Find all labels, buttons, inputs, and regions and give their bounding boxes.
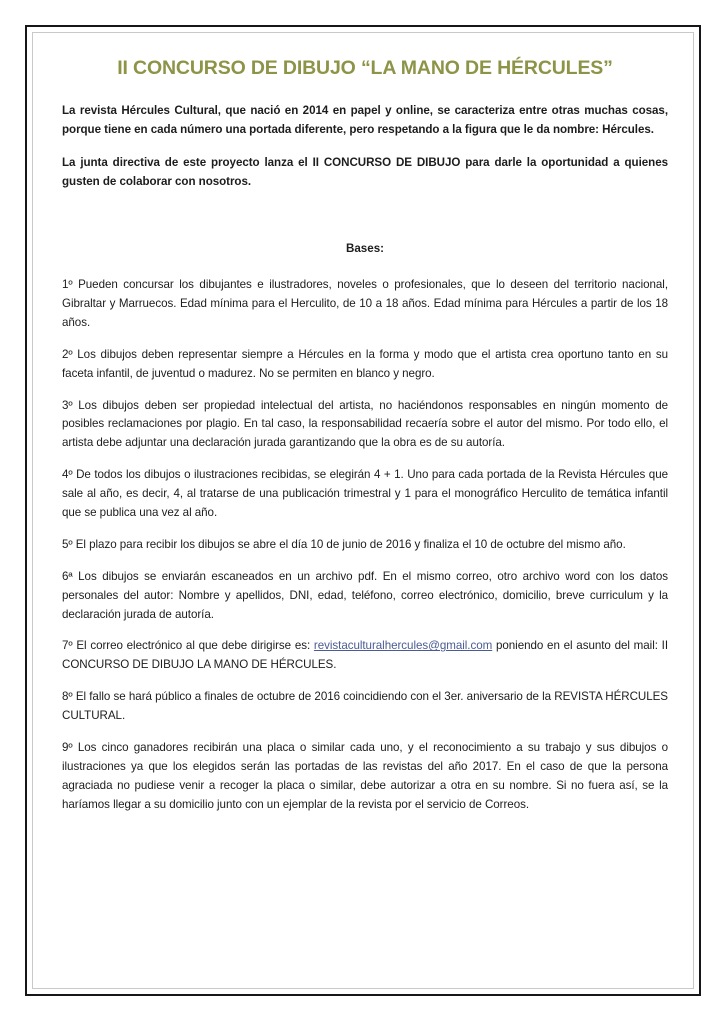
intro-paragraph-2: La junta directiva de este proyecto lanza el II CONCURSO DE DIBUJO para darle la oportunidad a quienes gusten de colaborar con nosotros. <box>62 155 668 188</box>
page-title: II CONCURSO DE DIBUJO “LA MANO DE HÉRCULES” <box>117 57 613 79</box>
clause-2: 2º Los dibujos deben representar siempre a Hércules en la forma y modo que el artista crea oportuno tanto en su faceta infantil, de juventud o madurez. No se permiten en blanco y negro. <box>62 347 668 380</box>
clause-8: 8º El fallo se hará público a finales de octubre de 2016 coincidiendo con el 3er. aniversario de la REVISTA HÉRCULES CULTURAL. <box>62 690 668 723</box>
clause-4: 4º De todos los dibujos o ilustraciones recibidas, se elegirán 4 + 1. Uno para cada portada de la Revista Hércules que sale al año, es decir, 4, al tratarse de una publicación trimestral y 1 para el monográfico Herculito de temática infantil que se publica una vez al año. <box>62 468 668 519</box>
clause-7-suffix: poniendo en el asunto del mail: II CONCURSO DE DIBUJO LA MANO DE HÉRCULES. <box>62 639 668 672</box>
intro-paragraph-1: La revista Hércules Cultural, que nació en 2014 en papel y online, se caracteriza entre otras muchas cosas, porque tiene en cada número una portada diferente, pero respetando a la figura que le da nombre: Hércules. <box>62 104 668 137</box>
clause-1: 1º Pueden concursar los dibujantes e ilustradores, noveles o profesionales, que lo deseen del territorio nacional, Gibraltar y Marruecos. Edad mínima para el Herculito, de 10 a 18 años. Edad mínima para Hércules a partir de los 18 años. <box>62 278 668 329</box>
bases-heading: Bases: <box>345 241 385 255</box>
email-link[interactable]: revistaculturalhercules@gmail.com <box>313 639 493 653</box>
clause-5: 5º El plazo para recibir los dibujos se abre el día 10 de junio de 2016 y finaliza el 10 de octubre del mismo año. <box>62 537 626 551</box>
clause-7-prefix: 7º El correo electrónico al que debe dirigirse es: <box>62 639 314 653</box>
clause-3: 3º Los dibujos deben ser propiedad intelectual del artista, no haciéndonos responsables en ningún momento de posibles reclamaciones por plagio. En tal caso, la responsabilidad recaería sobre el autor del mismo. Por todo ello, el artista debe adjuntar una declaración jurada garantizando que la obra es de su autoría. <box>62 398 668 450</box>
clause-9: 9º Los cinco ganadores recibirán una placa o similar cada uno, y el reconocimiento a su trabajo y sus dibujos o ilustraciones ya que los elegidos serán las portadas de las revistas del año 2017. En el caso de que la persona agraciada no pudiese venir a recoger la placa o similar, debe autorizar a otra en su nombre. Si no fuera así, se la haríamos llegar a su domicilio junto con un ejemplar de la revista por el servicio de Correos. <box>62 740 668 811</box>
section-spacer <box>62 206 668 240</box>
clause-6: 6ª Los dibujos se enviarán escaneados en un archivo pdf. En el mismo correo, otro archivo word con los datos personales del autor: Nombre y apellidos, DNI, edad, teléfono, correo electrónico, domicilio, breve curriculum y la declaración jurada de autoría. <box>62 569 668 621</box>
document-content <box>62 56 668 815</box>
clause-7 <box>62 637 668 675</box>
